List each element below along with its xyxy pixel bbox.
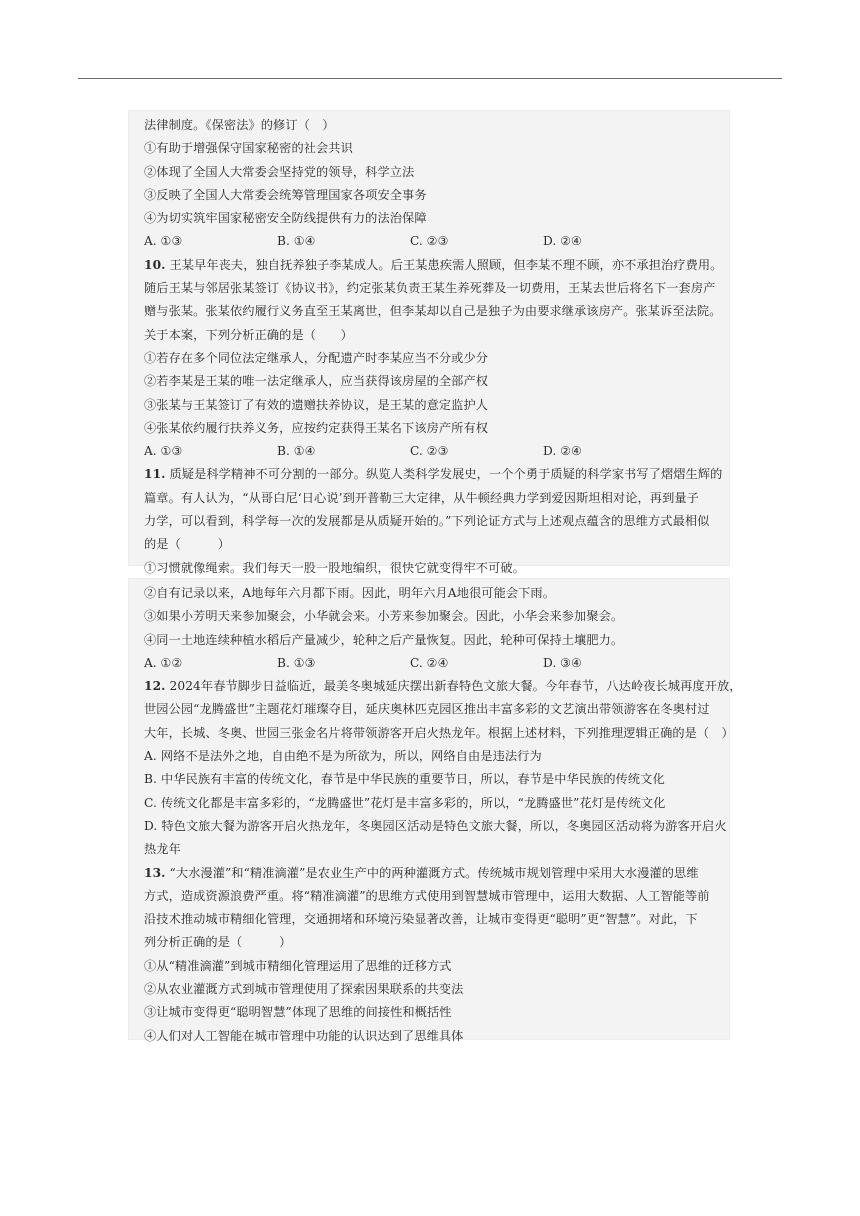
text-line: ②体现了全国人大常委会坚持党的领导，科学立法 [144,164,415,179]
text-line: ③如果小芳明天来参加聚会，小华就会来。小芳来参加聚会。因此，小华会来参加聚会。 [144,609,624,624]
question-number: 13. [144,865,166,880]
text-line: ③让城市变得更“聪明智慧”体现了思维的间接性和概括性 [144,1005,452,1020]
option-d: D. ②④ [543,444,582,459]
question-13-line [144,862,716,885]
option-c: C. ②③ [410,234,449,249]
text-line: 篇章。有人认为，“从哥白尼‘日心说’到开普勒三大定律，从牛顿经典力学到爱因斯坦相对论，再到量子 [144,490,699,505]
text-line: ④同一土地连续种植水稻后产量减少，轮种之后产量恢复。因此，轮种可保持土壤肥力。 [144,632,624,647]
text-line: ②从农业灌溉方式到城市管理使用了探索因果联系的共变法 [144,982,464,997]
text-line: 的是（ ） [144,537,231,552]
text-line: C. 传统文化都是丰富多彩的，“龙腾盛世”花灯是丰富多彩的，所以，“龙腾盛世”花灯是传统文化 [144,795,666,810]
option-a: A. ①③ [144,234,183,249]
text-line: ③张某与王某签订了有效的遗赠扶养协议，是王某的意定监护人 [144,397,489,412]
question-text: 2024年春节脚步日益临近，最美冬奥城延庆摆出新春特色文旅大餐。今年春节，八达岭夜长城再度开放， [169,679,742,694]
answer-options-q9 [144,230,716,253]
question-number: 11. [144,467,166,482]
header-rule [78,78,782,79]
text-line: ②自有记录以来，A地每年六月都下雨。因此，明年六月A地很可能会下雨。 [144,586,556,600]
text-line: 世园公园“龙腾盛世”主题花灯璀璨夺目，延庆奥林匹克园区推出丰富多彩的文艺演出带领游客在冬奥村过 [144,702,710,717]
text-line: ④为切实筑牢国家秘密安全防线提供有力的法治保障 [144,211,427,226]
question-10-line [144,254,723,277]
answer-options-q10 [144,440,716,463]
text-line: A. 网络不是法外之地，自由绝不是为所欲为，所以，网络自由是违法行为 [144,749,542,764]
text-line: ①习惯就像绳索。我们每天一股一股地编织，很快它就变得牢不可破。 [144,560,525,575]
text-line: 列分析正确的是（ ） [144,935,292,950]
text-line: 大年，长城、冬奥、世园三张金名片将带领游客开启火热龙年。根据上述材料，下列推理逻辑正确的是（ ） [144,725,734,740]
question-12-line [144,675,742,698]
answer-options-q11 [144,652,716,675]
question-text: “大水漫灌”和“精准滴灌”是农业生产中的两种灌溉方式。传统城市规划管理中采用大水漫灌的思维 [169,865,699,880]
scanned-block-1 [128,110,730,575]
text-line: ②若李某是王某的唯一法定继承人，应当获得该房屋的全部产权 [144,374,489,389]
question-number: 12. [144,679,166,694]
text-line: B. 中华民族有丰富的传统文化，春节是中华民族的重要节日，所以，春节是中华民族的传统文化 [144,772,665,787]
question-number: 10. [144,257,166,272]
text-line: 方式，造成资源浪费严重。将“精准滴灌”的思维方式使用到智慧城市管理中，运用大数据、人工智能等前 [144,888,710,903]
text-line: 法律制度。《保密法》的修订（ ） [144,118,335,132]
text-line: 关于本案，下列分析正确的是（ ） [144,327,353,342]
text-line: ①若存在多个同位法定继承人，分配遗产时李某应当不分或少分 [144,350,489,365]
text-line: 热龙年 [144,842,181,857]
text-line: ③反映了全国人大常委会统筹管理国家各项安全事务 [144,187,427,202]
text-line: 力学，可以看到，科学每一次的发展都是从质疑开始的。”下列论证方式与上述观点蕴含的思维方式最相似 [144,514,710,529]
option-c: C. ②④ [410,655,449,670]
option-c: C. ②③ [410,444,449,459]
option-b: B. ①④ [277,234,316,249]
text-line: ④人们对人工智能在城市管理中功能的认识达到了思维具体 [144,1028,464,1043]
text-line: 随后王某与邻居张某签订《协议书》，约定张某负责王某生养死葬及一切费用，王某去世后将名下一套房产 [144,281,716,296]
text-line: 沿技术推动城市精细化管理，交通拥堵和环境污染显著改善，让城市变得更“聪明”更“智慧”。对此，下 [144,912,698,927]
option-d: D. ③④ [543,655,582,670]
scanned-block-2 [128,578,742,1043]
text-line: ①从“精准滴灌”到城市精细化管理运用了思维的迁移方式 [144,958,452,973]
option-b: B. ①③ [277,655,316,670]
question-text: 质疑是科学精神不可分割的一部分。纵览人类科学发展史，一个个勇于质疑的科学家书写了熠熠生辉的 [169,467,723,482]
text-line: 赠与张某。张某依约履行义务直至王某离世，但李某却以自己是独子为由要求继承该房产。张某诉至法院。 [144,304,722,319]
option-b: B. ①④ [277,444,316,459]
text-line: D. 特色文旅大餐为游客开启火热龙年，冬奥园区活动是特色文旅大餐，所以，冬奥园区活动将为游客开启火 [144,818,727,833]
text-line: ①有助于增强保守国家秘密的社会共识 [144,141,353,156]
question-11-line [144,463,723,486]
option-a: A. ①③ [144,444,183,459]
text-line: ④张某依约履行扶养义务，应按约定获得王某名下该房产所有权 [144,420,489,435]
option-a: A. ①② [144,655,183,670]
option-d: D. ②④ [543,234,582,249]
question-text: 王某早年丧夫，独自抚养独子李某成人。后王某患疾需人照顾，但李某不理不顾，亦不承担治疗费用。 [169,257,723,272]
